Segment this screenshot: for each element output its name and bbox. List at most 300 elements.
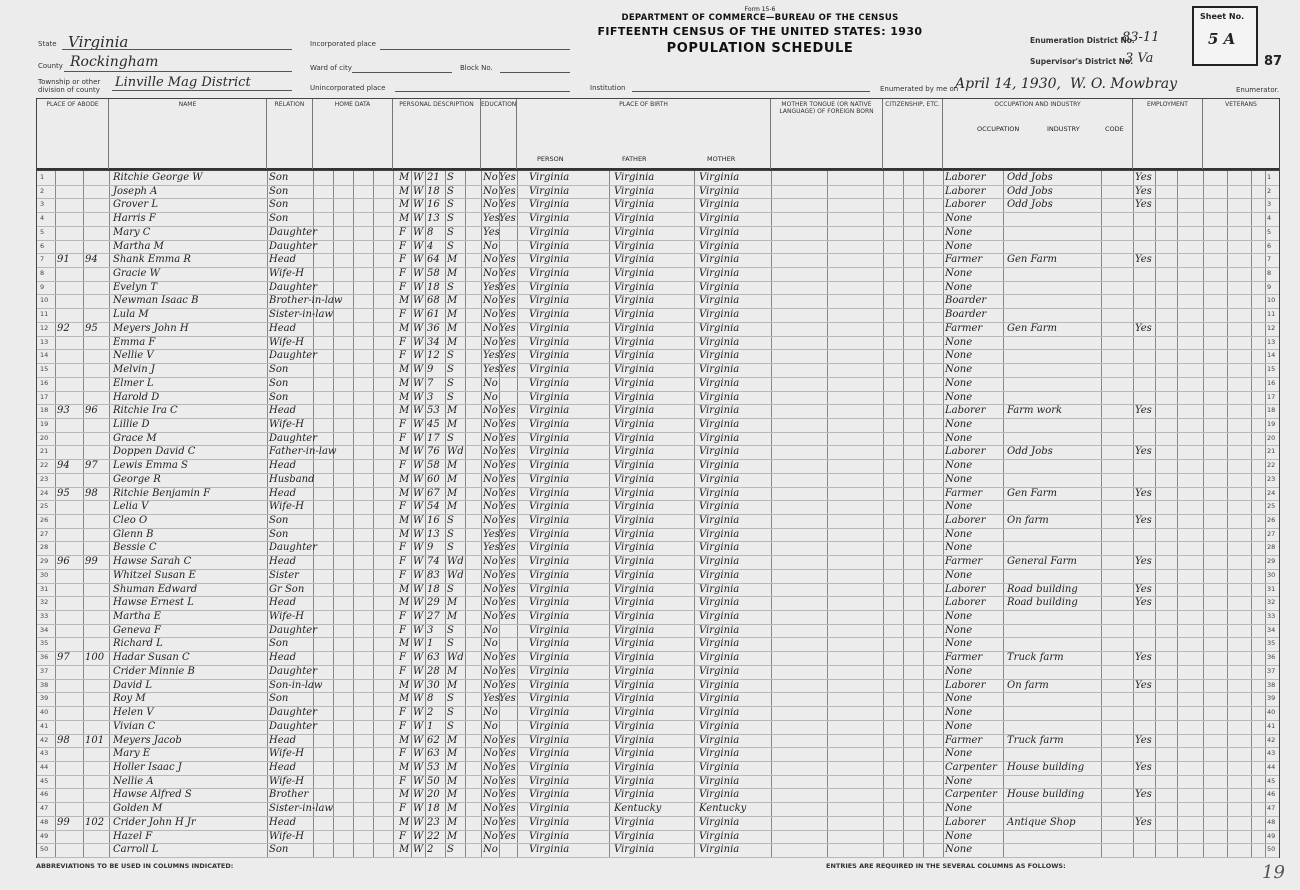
cell-ms: M	[447, 295, 458, 307]
cell-race: W	[413, 665, 424, 677]
table-row	[37, 473, 1279, 487]
cell-mpob: Virginia	[699, 775, 740, 787]
cell-pob: Virginia	[529, 542, 570, 554]
cell-fpob: Virginia	[614, 268, 655, 280]
line-number-right: 11	[1267, 310, 1276, 319]
cell-fpob: Virginia	[614, 364, 655, 376]
line-number-right: 21	[1267, 447, 1276, 456]
cell-fpob: Virginia	[614, 665, 655, 677]
line-number-right: 23	[1267, 474, 1276, 483]
table-row	[37, 349, 1279, 363]
cell-occ: Farmer	[945, 254, 983, 266]
enum-district-value: 83-11	[1122, 30, 1160, 45]
cell-ind: Truck farm	[1007, 734, 1064, 746]
cell-fpob: Kentucky	[614, 803, 662, 815]
cell-mpob: Virginia	[699, 391, 740, 403]
cell-name: Hawse Ernest L	[113, 597, 194, 609]
cell-name: Mary E	[113, 748, 151, 760]
cell-sex: M	[399, 583, 410, 595]
cell-age: 20	[427, 789, 440, 801]
cell-age: 63	[427, 652, 440, 664]
cell-rel: Sister	[269, 569, 299, 581]
cell-work: Yes	[1135, 652, 1152, 664]
cell-name: Nellie A	[113, 775, 154, 787]
cell-name: David L	[113, 679, 153, 691]
cell-read: Yes	[499, 789, 516, 801]
line-number: 21	[40, 447, 49, 456]
cell-age: 54	[427, 501, 440, 513]
line-number: 3	[40, 200, 45, 209]
line-number-right: 8	[1267, 269, 1272, 278]
line-number-right: 1	[1267, 173, 1272, 181]
cell-sex: F	[399, 707, 406, 719]
cell-ind: On farm	[1007, 515, 1049, 526]
cell-name: George R	[113, 473, 161, 485]
cell-rel: Head	[269, 254, 297, 266]
cell-name: Lillie D	[113, 418, 150, 430]
cell-occ: Laborer	[945, 185, 986, 197]
cell-sch: No	[483, 583, 498, 595]
line-number-right: 29	[1267, 557, 1276, 566]
cell-rel: Son	[269, 199, 289, 211]
cell-sex: M	[399, 638, 410, 650]
subhead-person: PERSON	[537, 155, 564, 163]
cell-mpob: Virginia	[699, 213, 740, 225]
cell-name: Glenn B	[113, 528, 154, 540]
cell-read: Yes	[499, 597, 516, 609]
cell-ms: S	[447, 624, 454, 636]
cell-read: Yes	[499, 665, 516, 677]
cell-ms: M	[447, 803, 458, 815]
cell-ms: S	[447, 281, 454, 293]
page-number: 87	[1264, 54, 1283, 69]
cell-sch: No	[483, 624, 498, 636]
township-value: Linville Mag District	[115, 75, 251, 90]
cell-sex: F	[399, 803, 406, 815]
cell-read: Yes	[499, 213, 516, 225]
cell-ms: S	[447, 707, 454, 719]
line-number-right: 38	[1267, 680, 1276, 689]
cell-mpob: Virginia	[699, 446, 740, 458]
cell-race: W	[413, 199, 424, 211]
cell-age: 2	[427, 707, 434, 719]
cell-ms: M	[447, 597, 458, 609]
cell-occ: None	[945, 473, 973, 485]
cell-ms: S	[447, 199, 454, 211]
cell-sex: M	[399, 391, 410, 403]
cell-fam: 98	[85, 487, 98, 499]
cell-ms: M	[447, 473, 458, 485]
cell-occ: Farmer	[945, 652, 983, 664]
cell-mpob: Virginia	[699, 816, 740, 828]
cell-race: W	[413, 707, 424, 719]
cell-mpob: Virginia	[699, 473, 740, 485]
line-number: 7	[40, 255, 45, 264]
line-number-right: 15	[1267, 365, 1276, 374]
cell-name: Bessie C	[113, 542, 157, 554]
cell-mpob: Virginia	[699, 377, 740, 389]
cell-ms: S	[447, 377, 454, 389]
cell-age: 1	[427, 720, 434, 732]
cell-sch: No	[483, 611, 498, 623]
cell-sch: No	[483, 322, 498, 334]
cell-fpob: Virginia	[614, 816, 655, 828]
cell-pob: Virginia	[529, 172, 570, 183]
cell-name: Crider Minnie B	[113, 665, 195, 677]
block-underline	[500, 72, 570, 73]
cell-ind: General Farm	[1007, 556, 1077, 568]
cell-race: W	[413, 569, 424, 581]
cell-name: Ritchie Ira C	[113, 405, 178, 417]
cell-name: Doppen David C	[113, 446, 196, 458]
cell-pob: Virginia	[529, 322, 570, 334]
line-number-right: 50	[1267, 845, 1276, 854]
cell-fpob: Virginia	[614, 569, 655, 581]
cell-sch: No	[483, 309, 498, 321]
cell-fpob: Virginia	[614, 377, 655, 389]
cell-dw: 92	[57, 322, 70, 334]
line-number: 26	[40, 516, 49, 524]
cell-name: Harris F	[113, 213, 156, 225]
cell-pob: Virginia	[529, 665, 570, 677]
cell-read: Yes	[499, 268, 516, 280]
cell-fam: 96	[85, 405, 98, 417]
cell-sch: No	[483, 638, 498, 650]
cell-mpob: Virginia	[699, 734, 740, 746]
cell-pob: Virginia	[529, 679, 570, 691]
cell-sch: No	[483, 775, 498, 787]
cell-age: 9	[427, 364, 434, 376]
cell-read: Yes	[499, 309, 516, 321]
cell-sex: M	[399, 185, 410, 197]
cell-pob: Virginia	[529, 761, 570, 773]
cell-read: Yes	[499, 542, 516, 554]
cell-sch: No	[483, 748, 498, 760]
cell-occ: None	[945, 268, 973, 280]
cell-mpob: Virginia	[699, 569, 740, 581]
cell-race: W	[413, 213, 424, 225]
table-row	[37, 651, 1279, 665]
table-row	[37, 761, 1279, 775]
state-underline	[62, 49, 292, 50]
cell-occ: None	[945, 336, 973, 348]
cell-sex: F	[399, 830, 406, 842]
cell-age: 58	[427, 268, 440, 280]
cell-race: W	[413, 734, 424, 746]
cell-ms: M	[447, 816, 458, 828]
cell-sex: F	[399, 226, 406, 238]
line-number-right: 18	[1267, 406, 1276, 415]
cell-age: 27	[427, 611, 440, 623]
cell-age: 4	[427, 240, 434, 252]
unincorporated-underline	[395, 91, 570, 92]
cell-name: Emma F	[113, 336, 156, 348]
enumerated-label: Enumerated by me on	[880, 85, 959, 93]
cell-rel: Son	[269, 364, 289, 376]
cell-occ: None	[945, 391, 973, 403]
cell-mpob: Virginia	[699, 665, 740, 677]
cell-sch: Yes	[483, 542, 500, 554]
line-number: 12	[40, 323, 49, 332]
cell-pob: Virginia	[529, 556, 570, 568]
table-row	[37, 665, 1279, 679]
cell-pob: Virginia	[529, 748, 570, 760]
cell-sex: F	[399, 350, 406, 362]
line-number: 29	[40, 557, 49, 566]
table-row	[37, 514, 1279, 528]
cell-sex: F	[399, 775, 406, 787]
table-row	[37, 706, 1279, 720]
cell-sch: No	[483, 803, 498, 815]
line-number: 10	[40, 296, 49, 305]
cell-work: Yes	[1135, 487, 1152, 499]
cell-fpob: Virginia	[614, 515, 655, 526]
cell-sex: M	[399, 528, 410, 540]
cell-rel: Husband	[269, 473, 315, 485]
cell-age: 16	[427, 199, 440, 211]
table-row	[37, 212, 1279, 226]
cell-sex: M	[399, 405, 410, 417]
line-number-right: 2	[1267, 186, 1272, 195]
table-row	[37, 404, 1279, 418]
line-number-right: 26	[1267, 516, 1276, 524]
cell-name: Joseph A	[113, 185, 158, 197]
column-header	[36, 98, 1280, 170]
cell-age: 12	[427, 350, 440, 362]
cell-sch: No	[483, 501, 498, 513]
cell-dw: 99	[57, 816, 70, 828]
table-row	[37, 734, 1279, 748]
cell-ms: M	[447, 460, 458, 472]
cell-fpob: Virginia	[614, 226, 655, 238]
line-number-right: 46	[1267, 790, 1276, 799]
cell-mpob: Virginia	[699, 226, 740, 238]
cell-fpob: Virginia	[614, 693, 655, 705]
cell-ms: M	[447, 268, 458, 280]
cell-name: Ritchie George W	[113, 172, 203, 183]
cell-age: 9	[427, 542, 434, 554]
cell-name: Ritchie Benjamin F	[113, 487, 211, 499]
cell-ms: S	[447, 364, 454, 376]
table-row	[37, 487, 1279, 501]
cell-occ: None	[945, 611, 973, 623]
line-number: 35	[40, 639, 49, 648]
cell-occ: Laborer	[945, 597, 986, 609]
table-row	[37, 720, 1279, 734]
cell-mpob: Virginia	[699, 199, 740, 211]
cell-race: W	[413, 720, 424, 732]
cell-age: 22	[427, 830, 440, 842]
cell-ms: S	[447, 213, 454, 225]
cell-sch: No	[483, 707, 498, 719]
cell-sex: F	[399, 254, 406, 266]
cell-fam: 100	[85, 652, 105, 664]
cell-race: W	[413, 281, 424, 293]
cell-mpob: Virginia	[699, 309, 740, 321]
cell-fpob: Virginia	[614, 309, 655, 321]
cell-ms: S	[447, 583, 454, 595]
cell-mpob: Virginia	[699, 405, 740, 417]
township-label: Township or other division of county	[38, 78, 101, 94]
cell-sch: No	[483, 254, 498, 266]
cell-race: W	[413, 487, 424, 499]
cell-work: Yes	[1135, 515, 1152, 526]
line-number-right: 47	[1267, 804, 1276, 813]
table-row	[37, 583, 1279, 597]
cell-read: Yes	[499, 199, 516, 211]
cell-mpob: Virginia	[699, 432, 740, 444]
cell-race: W	[413, 597, 424, 609]
cell-age: 58	[427, 460, 440, 472]
table-row	[37, 171, 1279, 185]
cell-occ: None	[945, 240, 973, 252]
cell-race: W	[413, 775, 424, 787]
supervisor-value: 3 Va	[1125, 51, 1154, 66]
line-number: 23	[40, 474, 49, 483]
line-number: 17	[40, 392, 49, 401]
cell-ms: S	[447, 638, 454, 650]
cell-mpob: Kentucky	[699, 803, 747, 815]
line-number-right: 19	[1267, 419, 1276, 428]
cell-age: 28	[427, 665, 440, 677]
cell-ms: M	[447, 322, 458, 334]
cell-sch: No	[483, 185, 498, 197]
cell-fpob: Virginia	[614, 172, 655, 183]
line-number-right: 14	[1267, 351, 1276, 360]
cell-fpob: Virginia	[614, 460, 655, 472]
cell-work: Yes	[1135, 185, 1152, 197]
cell-name: Vivian C	[113, 720, 156, 732]
line-number: 18	[40, 406, 49, 415]
cell-pob: Virginia	[529, 638, 570, 650]
table-row	[37, 267, 1279, 281]
line-number: 39	[40, 694, 49, 703]
cell-name: Lelia V	[113, 501, 149, 513]
line-number-right: 4	[1267, 214, 1272, 223]
institution-underline	[632, 91, 870, 92]
line-number-right: 20	[1267, 433, 1276, 442]
cell-mpob: Virginia	[699, 528, 740, 540]
cell-name: Meyers Jacob	[113, 734, 182, 746]
cell-fpob: Virginia	[614, 322, 655, 334]
cell-mpob: Virginia	[699, 295, 740, 307]
cell-sex: F	[399, 569, 406, 581]
cell-work: Yes	[1135, 254, 1152, 266]
county-label: County	[38, 62, 63, 70]
line-number: 11	[40, 310, 49, 319]
footer-entries: ENTRIES ARE REQUIRED IN THE SEVERAL COLUMNS AS FOLLOWS:	[826, 862, 1066, 870]
cell-age: 29	[427, 597, 440, 609]
cell-fpob: Virginia	[614, 446, 655, 458]
line-number-right: 37	[1267, 666, 1276, 675]
cell-mpob: Virginia	[699, 789, 740, 801]
colgroup-relation: RELATION	[267, 99, 313, 169]
subhead-father: FATHER	[622, 155, 647, 163]
cell-race: W	[413, 240, 424, 252]
cell-rel: Head	[269, 556, 297, 568]
cell-race: W	[413, 309, 424, 321]
cell-work: Yes	[1135, 583, 1152, 595]
table-row	[37, 596, 1279, 610]
cell-mpob: Virginia	[699, 336, 740, 348]
cell-pob: Virginia	[529, 569, 570, 581]
line-number-right: 43	[1267, 749, 1276, 758]
cell-mpob: Virginia	[699, 624, 740, 636]
line-number: 36	[40, 653, 49, 662]
cell-sex: M	[399, 789, 410, 801]
table-row	[37, 679, 1279, 693]
table-row	[37, 445, 1279, 459]
cell-race: W	[413, 652, 424, 664]
cell-fpob: Virginia	[614, 789, 655, 801]
cell-sex: M	[399, 597, 410, 609]
colgroup-veterans: VETERANS	[1225, 101, 1257, 108]
cell-read: Yes	[499, 679, 516, 691]
cell-pob: Virginia	[529, 775, 570, 787]
cell-pob: Virginia	[529, 583, 570, 595]
cell-age: 67	[427, 487, 440, 499]
cell-rel: Daughter	[269, 707, 317, 719]
cell-ms: S	[447, 515, 454, 526]
cell-ms: M	[447, 611, 458, 623]
cell-ms: M	[447, 501, 458, 513]
cell-race: W	[413, 405, 424, 417]
line-number-right: 31	[1267, 584, 1276, 593]
cell-read: Yes	[499, 693, 516, 705]
cell-mpob: Virginia	[699, 185, 740, 197]
state-label: State	[38, 40, 57, 48]
cell-name: Newman Isaac B	[113, 295, 199, 307]
cell-occ: None	[945, 350, 973, 362]
line-number-right: 44	[1267, 762, 1276, 771]
cell-occ: None	[945, 528, 973, 540]
cell-sex: F	[399, 720, 406, 732]
cell-age: 16	[427, 515, 440, 526]
cell-ms: S	[447, 226, 454, 238]
cell-rel: Father-in-law	[269, 446, 337, 458]
table-row	[37, 692, 1279, 706]
cell-pob: Virginia	[529, 268, 570, 280]
cell-read: Yes	[499, 556, 516, 568]
cell-occ: Laborer	[945, 515, 986, 526]
cell-ms: M	[447, 734, 458, 746]
cell-occ: None	[945, 748, 973, 760]
cell-sch: Yes	[483, 213, 500, 225]
cell-race: W	[413, 830, 424, 842]
cell-rel: Son	[269, 638, 289, 650]
cell-mpob: Virginia	[699, 693, 740, 705]
cell-rel: Daughter	[269, 350, 317, 362]
cell-ind: Odd Jobs	[1007, 172, 1053, 183]
cell-read: Yes	[499, 364, 516, 376]
table-row	[37, 610, 1279, 624]
cell-age: 13	[427, 213, 440, 225]
cell-sex: M	[399, 295, 410, 307]
cell-sex: M	[399, 816, 410, 828]
cell-pob: Virginia	[529, 281, 570, 293]
cell-sch: No	[483, 240, 498, 252]
cell-ms: S	[447, 172, 454, 183]
line-number: 19	[40, 419, 49, 428]
cell-rel: Son	[269, 515, 289, 526]
cell-ind: Odd Jobs	[1007, 199, 1053, 211]
cell-occ: Laborer	[945, 199, 986, 211]
line-number-right: 33	[1267, 612, 1276, 621]
cell-mpob: Virginia	[699, 597, 740, 609]
table-row	[37, 528, 1279, 542]
line-number: 48	[40, 817, 49, 826]
cell-sex: M	[399, 199, 410, 211]
